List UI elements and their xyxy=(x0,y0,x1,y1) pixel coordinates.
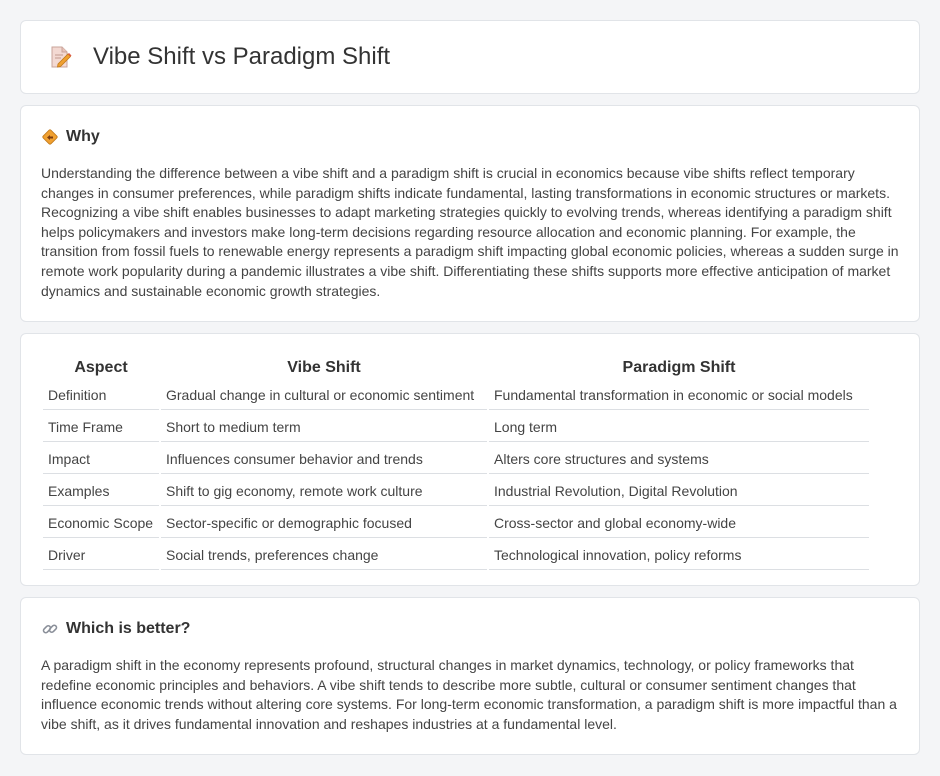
column-header-vibe-shift: Vibe Shift xyxy=(287,359,361,376)
table-row xyxy=(43,412,869,442)
table-cell: Time Frame xyxy=(43,412,159,442)
table-cell: Technological innovation, policy reforms xyxy=(489,540,869,570)
why-heading xyxy=(41,128,899,146)
table-cell: Cross-sector and global economy-wide xyxy=(489,508,869,538)
table-row xyxy=(43,380,869,410)
table-cell: Driver xyxy=(43,540,159,570)
which-is-better-label: Which is better? xyxy=(66,620,191,637)
which-is-better-text: A paradigm shift in the economy represents profound, structural changes in market dynamics, technology, or policy frameworks that redefine economic principles and behaviors. A vibe shift tends to describe more subtle, cultural or consumer sentiment changes that influence economic trends without altering core systems. For long-term economic transformation, a paradigm shift is more impactful than a vibe shift, as it drives fundamental innovation and reshapes industries at a fundamental level. xyxy=(41,657,897,732)
table-row xyxy=(43,444,869,474)
document-pencil-icon xyxy=(47,44,73,70)
table-cell: Examples xyxy=(43,476,159,506)
table-cell: Alters core structures and systems xyxy=(489,444,869,474)
table-row xyxy=(43,508,869,538)
header-card xyxy=(20,20,920,94)
table-row xyxy=(43,476,869,506)
table-cell: Industrial Revolution, Digital Revolution xyxy=(489,476,869,506)
table-cell: Definition xyxy=(43,380,159,410)
comparison-table xyxy=(41,354,871,572)
diamond-sign-icon xyxy=(41,128,59,146)
table-cell: Social trends, preferences change xyxy=(161,540,487,570)
which-is-better-section xyxy=(20,597,920,755)
table-cell: Fundamental transformation in economic or social models xyxy=(489,380,869,410)
table-cell: Long term xyxy=(489,412,869,442)
table-cell: Short to medium term xyxy=(161,412,487,442)
link-icon xyxy=(41,620,59,638)
why-heading-label: Why xyxy=(66,128,100,145)
which-is-better-heading xyxy=(41,620,899,638)
table-header-row xyxy=(43,356,869,378)
table-cell: Shift to gig economy, remote work culture xyxy=(161,476,487,506)
table-cell: Economic Scope xyxy=(43,508,159,538)
why-section xyxy=(20,105,920,322)
table-cell: Impact xyxy=(43,444,159,474)
table-cell: Sector-specific or demographic focused xyxy=(161,508,487,538)
table-cell: Influences consumer behavior and trends xyxy=(161,444,487,474)
column-header-paradigm-shift: Paradigm Shift xyxy=(622,359,736,376)
table-row xyxy=(43,540,869,570)
why-text: Understanding the difference between a vibe shift and a paradigm shift is crucial in economics because vibe shifts reflect temporary changes in consumer preferences, while paradigm shifts indicate fundamental, lasting transformations in economic structures or markets. Recognizing a vibe shift enables businesses to adapt marketing strategies quickly to evolving trends, whereas identifying a paradigm shift helps policymakers and investors make long-term decisions regarding resource allocation and economic planning. For example, the transition from fossil fuels to renewable energy represents a paradigm shift impacting global economic policies, whereas a sudden surge in remote work popularity during a pandemic illustrates a vibe shift. Differentiating these shifts supports more effective anticipation of market dynamics and sustainable economic growth strategies. xyxy=(41,165,899,299)
page-title: Vibe Shift vs Paradigm Shift xyxy=(93,43,391,70)
column-header-aspect: Aspect xyxy=(74,359,128,376)
table-cell: Gradual change in cultural or economic sentiment xyxy=(161,380,487,410)
comparison-table-card xyxy=(20,333,920,586)
